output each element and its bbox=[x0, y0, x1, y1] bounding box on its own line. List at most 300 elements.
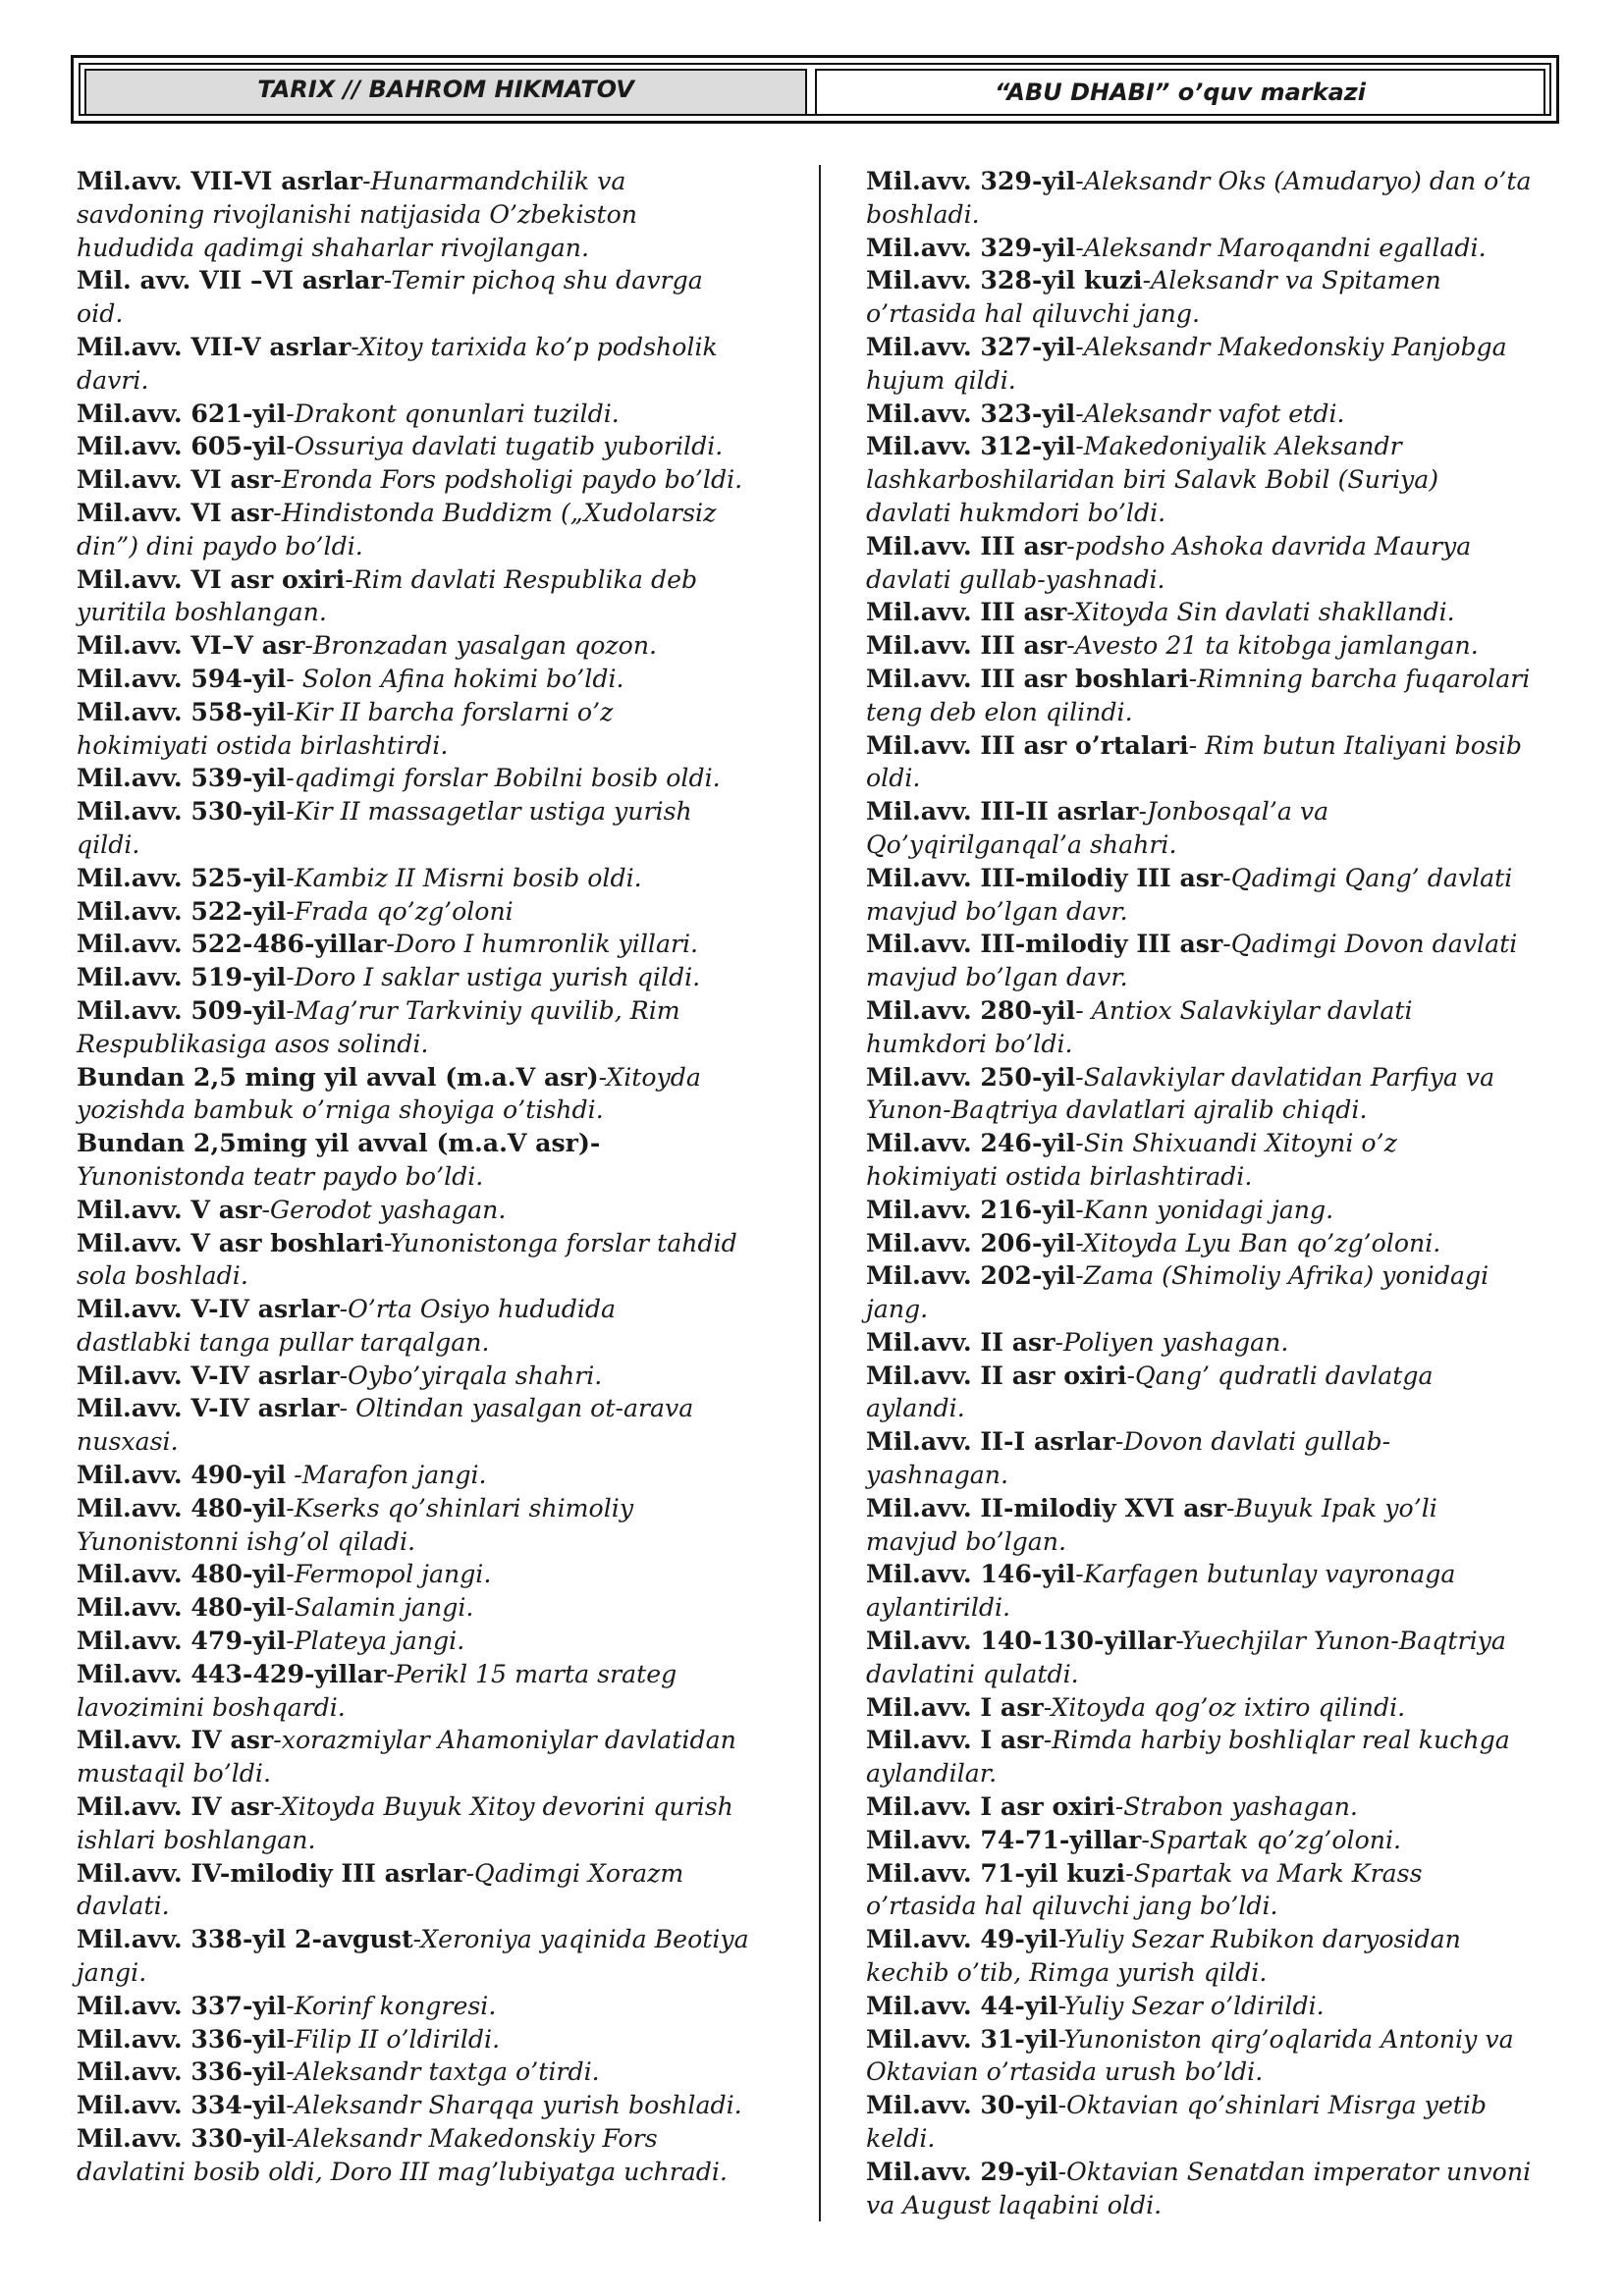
text-line bbox=[77, 331, 803, 364]
text-line bbox=[77, 563, 803, 597]
event-text: -Xitoy tarixida ko’p podsholik bbox=[351, 332, 718, 361]
text-line bbox=[77, 2156, 803, 2189]
text-line bbox=[77, 1227, 803, 1260]
event-text: boshladi. bbox=[866, 199, 980, 229]
date-label: Mil.avv. 329-yil bbox=[866, 166, 1076, 195]
event-text: -Aleksandr taxtga o’tirdi. bbox=[286, 2057, 600, 2087]
event-text: -O’rta Osiyo hududida bbox=[339, 1295, 617, 1324]
text-line bbox=[77, 1127, 803, 1160]
text-line bbox=[77, 398, 803, 431]
event-text: -Rimning barcha fuqarolari bbox=[1188, 664, 1531, 693]
event-text: -Doro I humronlik yillari. bbox=[386, 930, 699, 959]
text-line bbox=[866, 1990, 1573, 2023]
event-text: -Aleksandr Makedonskiy Fors bbox=[286, 2124, 658, 2154]
event-text: o’rtasida hal qiluvchi jang bo’ldi. bbox=[866, 1892, 1278, 1921]
event-text: -Aleksandr Sharqqa yurish boshladi. bbox=[286, 2091, 742, 2120]
event-text: -Oybo’yirqala shahri. bbox=[339, 1361, 603, 1390]
text-line bbox=[866, 1127, 1573, 1160]
text-line bbox=[866, 1923, 1573, 1956]
text-line bbox=[866, 1658, 1573, 1691]
event-text: davlati gullab-yashnadi. bbox=[866, 564, 1165, 594]
text-line bbox=[77, 1990, 803, 2023]
text-line bbox=[866, 895, 1573, 929]
date-label: Mil.avv. 490-yil bbox=[77, 1460, 287, 1490]
date-label: Mil.avv. 329-yil bbox=[866, 232, 1076, 262]
text-line bbox=[866, 1227, 1573, 1260]
date-label: Mil.avv. III asr boshlari bbox=[866, 663, 1189, 693]
date-label: Mil.avv. III-II asrlar bbox=[866, 796, 1139, 827]
date-label: Mil.avv. II-milodiy XVI asr bbox=[866, 1492, 1226, 1522]
date-label: Mil.avv. 509-yil bbox=[77, 994, 287, 1025]
event-text: -Xitoyda Lyu Ban qo’zg’oloni. bbox=[1075, 1228, 1441, 1257]
date-label: Mil.avv. VII-VI asrlar bbox=[77, 166, 363, 195]
date-label: Mil.avv. 539-yil bbox=[77, 763, 287, 793]
event-text: lavozimini boshqardi. bbox=[77, 1692, 346, 1722]
event-text: -Kir II barcha forslarni o’z bbox=[286, 697, 614, 726]
event-text: -Aleksandr Makedonskiy Panjobga bbox=[1075, 332, 1507, 361]
event-text: -Qang’ qudratli davlatga bbox=[1126, 1361, 1434, 1390]
text-line bbox=[866, 663, 1573, 696]
date-label: Mil.avv. 29-yil bbox=[866, 2156, 1058, 2186]
event-text: -Kann yonidagi jang. bbox=[1075, 1195, 1334, 1224]
event-text: -Rimda harbiy boshliqlar real kuchga bbox=[1043, 1726, 1510, 1755]
date-label: Mil.avv. VII-V asrlar bbox=[77, 331, 352, 361]
text-line bbox=[866, 1956, 1573, 1990]
text-line bbox=[77, 1824, 803, 1857]
event-text: -Aleksandr vafot etdi. bbox=[1075, 399, 1345, 428]
text-line bbox=[866, 1425, 1573, 1459]
text-line bbox=[866, 1525, 1573, 1559]
event-text: -Fermopol jangi. bbox=[286, 1560, 492, 1589]
event-text: -Yunonistonga forslar tahdid bbox=[383, 1228, 737, 1257]
text-line bbox=[77, 862, 803, 895]
text-line bbox=[77, 2023, 803, 2056]
text-line bbox=[77, 1724, 803, 1757]
text-line bbox=[866, 629, 1573, 663]
date-label: Mil.avv. 206-yil bbox=[866, 1227, 1076, 1257]
date-label: Mil.avv. 202-yil bbox=[866, 1260, 1076, 1291]
text-line bbox=[77, 1923, 803, 1956]
event-text: Qo’yqirilganqal’a shahri. bbox=[866, 829, 1177, 859]
date-label: Mil.avv. 558-yil bbox=[77, 696, 287, 726]
date-label: Mil.avv. I asr oxiri bbox=[866, 1791, 1115, 1822]
event-text: -Temir pichoq shu davrga bbox=[383, 266, 703, 295]
event-text: -Mag’rur Tarkviniy quvilib, Rim bbox=[286, 995, 680, 1025]
text-line bbox=[866, 1360, 1573, 1393]
event-text: -Bronzadan yasalgan qozon. bbox=[304, 631, 658, 661]
text-line bbox=[77, 1857, 803, 1891]
date-label: Mil.avv. VI–V asr bbox=[77, 630, 305, 661]
text-line bbox=[866, 1890, 1573, 1923]
event-text: -Poliyen yashagan. bbox=[1055, 1327, 1289, 1357]
date-label: Mil.avv. 336-yil bbox=[77, 2023, 287, 2054]
date-label: Mil.avv. 44-yil bbox=[866, 1990, 1058, 2020]
event-text: mavjud bo’lgan davr. bbox=[866, 896, 1128, 926]
date-label: Mil.avv. IV asr bbox=[77, 1791, 274, 1822]
text-line bbox=[77, 1691, 803, 1725]
text-line bbox=[866, 795, 1573, 828]
date-label: Mil.avv. 480-yil bbox=[77, 1559, 287, 1589]
event-text: o’rtasida hal qiluvchi jang. bbox=[866, 299, 1201, 329]
date-label: Mil.avv. 594-yil bbox=[77, 663, 287, 693]
date-label: Mil.avv. 605-yil bbox=[77, 431, 287, 461]
date-label: Mil.avv. III-milodiy III asr bbox=[866, 929, 1223, 959]
text-line bbox=[866, 961, 1573, 994]
event-text: davlati. bbox=[77, 1892, 170, 1921]
event-text: davlatini qulatdi. bbox=[866, 1659, 1079, 1688]
date-label: Mil.avv. 480-yil bbox=[77, 1592, 287, 1623]
event-text: jangi. bbox=[77, 1958, 147, 1988]
date-label: Mil.avv. II asr oxiri bbox=[866, 1360, 1127, 1390]
text-line bbox=[866, 1625, 1573, 1658]
text-line bbox=[77, 629, 803, 663]
date-label: Mil.avv. 323-yil bbox=[866, 398, 1076, 428]
event-text: -Oktavian qo’shinlari Misrga yetib bbox=[1057, 2091, 1488, 2120]
event-text: -Xitoyda qog’oz ixtiro qilindi. bbox=[1043, 1692, 1406, 1722]
event-text: -Zama (Shimoliy Afrika) yonidagi bbox=[1075, 1261, 1489, 1291]
text-line bbox=[866, 1194, 1573, 1227]
date-label: Mil.avv. 328-yil kuzi bbox=[866, 265, 1143, 295]
text-line bbox=[77, 1525, 803, 1559]
date-label: Mil.avv. III asr bbox=[866, 530, 1067, 561]
event-text: -Yunoniston qirg’oqlarida Antoniy va bbox=[1057, 2024, 1514, 2054]
text-line bbox=[77, 928, 803, 961]
event-text: davlati hukmdori bo’ldi. bbox=[866, 498, 1166, 527]
event-text: hujum qildi. bbox=[866, 365, 1016, 395]
text-line bbox=[866, 2023, 1573, 2056]
event-text: Yunonistonni ishg’ol qiladi. bbox=[77, 1526, 416, 1556]
page-header-frame bbox=[79, 63, 1551, 116]
date-label: Mil.avv. 31-yil bbox=[866, 2023, 1058, 2054]
event-text: -Buyuk Ipak yo’li bbox=[1225, 1493, 1437, 1522]
event-text: yuritila boshlangan. bbox=[77, 598, 327, 627]
date-label: Bundan 2,5 ming yil avval (m.a.V asr) bbox=[77, 1061, 599, 1092]
event-text: - Solon Afina hokimi bo’ldi. bbox=[286, 664, 624, 693]
text-line bbox=[77, 1757, 803, 1790]
date-label: Mil.avv. 146-yil bbox=[866, 1559, 1076, 1589]
event-text: -Rim davlati Respublika deb bbox=[345, 564, 698, 594]
date-label: Mil.avv. 530-yil bbox=[77, 796, 287, 827]
event-text: aylantirildi. bbox=[866, 1593, 1011, 1623]
text-line bbox=[866, 928, 1573, 961]
event-text: hokimiyati ostida birlashtirdi. bbox=[77, 730, 449, 760]
header-subject-author: TARIX // BAHROM HIKMATOV bbox=[84, 69, 807, 116]
event-text: -Frada qo’zg’oloni bbox=[286, 896, 514, 926]
date-label: Mil.avv. III asr bbox=[866, 630, 1067, 661]
text-line bbox=[866, 1857, 1573, 1891]
event-text: -Kir II massagetlar ustiga yurish bbox=[286, 797, 692, 827]
text-line bbox=[866, 1459, 1573, 1492]
date-label: Mil.avv. 74-71-yillar bbox=[866, 1824, 1142, 1854]
text-line bbox=[866, 198, 1573, 232]
event-text: Oktavian o’rtasida urush bo’ldi. bbox=[866, 2057, 1264, 2087]
date-label: Mil.avv. IV asr bbox=[77, 1725, 274, 1755]
text-line bbox=[77, 1094, 803, 1127]
text-line bbox=[866, 1591, 1573, 1625]
event-text: keldi. bbox=[866, 2124, 936, 2154]
text-line bbox=[866, 1558, 1573, 1591]
text-line bbox=[866, 596, 1573, 629]
text-line bbox=[77, 1591, 803, 1625]
event-text: -Aleksandr Maroqandni egalladi. bbox=[1075, 233, 1487, 262]
text-line bbox=[77, 1790, 803, 1824]
date-label: Mil.avv. III asr bbox=[866, 597, 1067, 627]
text-line bbox=[77, 696, 803, 729]
event-text: -Gerodot yashagan. bbox=[261, 1195, 507, 1224]
date-label: Mil.avv. VI asr bbox=[77, 497, 274, 527]
event-text: -Salavkiylar davlatidan Parfiya va bbox=[1075, 1062, 1495, 1092]
text-line bbox=[866, 696, 1573, 729]
text-line bbox=[77, 364, 803, 398]
date-label: Mil.avv. VI asr oxiri bbox=[77, 563, 346, 594]
date-label: Mil.avv. 479-yil bbox=[77, 1626, 287, 1656]
event-text: -Xitoyda Buyuk Xitoy devorini qurish bbox=[273, 1792, 733, 1822]
event-text: -Plateya jangi. bbox=[286, 1627, 465, 1656]
event-text: -Doro I saklar ustiga yurish qildi. bbox=[286, 963, 701, 992]
text-line bbox=[77, 2089, 803, 2122]
text-line bbox=[866, 563, 1573, 597]
event-text: -Qadimgi Xorazm bbox=[465, 1858, 684, 1888]
event-text: va August laqabini oldi. bbox=[866, 2190, 1163, 2219]
event-text: -Kserks qo’shinlari shimoliy bbox=[286, 1493, 634, 1522]
text-line bbox=[77, 530, 803, 563]
text-line bbox=[866, 2056, 1573, 2089]
date-label: Mil.avv. III asr o’rtalari bbox=[866, 729, 1189, 760]
date-label: Mil.avv. 334-yil bbox=[77, 2090, 287, 2120]
date-label: Mil.avv. VI asr bbox=[77, 464, 274, 495]
text-line bbox=[77, 895, 803, 929]
date-label: Mil.avv. 49-yil bbox=[866, 1924, 1058, 1954]
text-line bbox=[866, 297, 1573, 331]
text-line bbox=[77, 1326, 803, 1360]
event-text: -Strabon yashagan. bbox=[1114, 1792, 1358, 1822]
event-text: mustaqil bo’ldi. bbox=[77, 1759, 271, 1789]
event-text: nusxasi. bbox=[77, 1427, 179, 1457]
text-line bbox=[866, 1028, 1573, 1061]
text-line bbox=[866, 1293, 1573, 1326]
date-label: Mil.avv. 522-486-yillar bbox=[77, 929, 387, 959]
text-line bbox=[77, 1293, 803, 1326]
event-text: -Spartak qo’zg’oloni. bbox=[1141, 1825, 1402, 1854]
text-line bbox=[77, 165, 803, 198]
event-text: -Xitoyda Sin davlati shakllandi. bbox=[1066, 598, 1455, 627]
text-line bbox=[77, 1061, 803, 1095]
date-label: Mil.avv. 338-yil 2-avgust bbox=[77, 1924, 413, 1954]
event-text: yozishda bambuk o’rniga shoyiga o’tishdi. bbox=[77, 1095, 604, 1125]
text-line bbox=[77, 297, 803, 331]
event-text: Yunonistonda teatr paydo bo’ldi. bbox=[77, 1161, 484, 1191]
event-text: -Sin Shixuandi Xitoyni o’z bbox=[1075, 1129, 1397, 1158]
event-text: -podsho Ashoka davrida Maurya bbox=[1066, 531, 1472, 561]
event-text: -Kambiz II Misrni bosib oldi. bbox=[286, 863, 642, 892]
event-text: -Perikl 15 marta srateg bbox=[386, 1659, 677, 1688]
text-line bbox=[866, 762, 1573, 795]
event-text: -Spartak va Mark Krass bbox=[1125, 1858, 1423, 1888]
event-text: aylandilar. bbox=[866, 1759, 998, 1789]
text-line bbox=[866, 165, 1573, 198]
event-text: qildi. bbox=[77, 829, 140, 859]
text-line bbox=[77, 795, 803, 828]
text-line bbox=[866, 862, 1573, 895]
event-text: Yunon-Baqtriya davlatlari ajralib chiqdi. bbox=[866, 1095, 1368, 1125]
text-line bbox=[866, 1061, 1573, 1095]
event-text: -Yuechjilar Yunon-Baqtriya bbox=[1175, 1627, 1506, 1656]
text-line bbox=[866, 2156, 1573, 2189]
text-line bbox=[866, 264, 1573, 297]
event-text: humkdori bo’ldi. bbox=[866, 1029, 1073, 1058]
text-line bbox=[866, 1326, 1573, 1360]
text-line bbox=[866, 398, 1573, 431]
event-text: -Yuliy Sezar o’ldirildi. bbox=[1057, 1991, 1325, 2020]
date-label: Mil.avv. 312-yil bbox=[866, 431, 1076, 461]
event-text: davri. bbox=[77, 365, 149, 395]
event-text: -Hunarmandchilik va bbox=[362, 167, 626, 195]
text-line bbox=[866, 2089, 1573, 2122]
date-label: Mil.avv. II-I asrlar bbox=[866, 1426, 1115, 1457]
header-center-name: “ABU DHABI” o’quv markazi bbox=[815, 69, 1545, 116]
event-text: din”) dini paydo bo’ldi. bbox=[77, 531, 363, 561]
date-label: Mil.avv. 71-yil kuzi bbox=[866, 1857, 1126, 1888]
text-line bbox=[77, 2122, 803, 2156]
event-text: -Filip II o’ldirildi. bbox=[286, 2024, 501, 2054]
event-text: yashnagan. bbox=[866, 1461, 1009, 1490]
event-text: -Aleksandr va Spitamen bbox=[1142, 266, 1441, 295]
text-line bbox=[866, 1757, 1573, 1790]
text-line bbox=[866, 1790, 1573, 1824]
event-text: -Drakont qonunlari tuzildi. bbox=[286, 399, 620, 428]
event-text: dastlabki tanga pullar tarqalgan. bbox=[77, 1327, 490, 1357]
text-line bbox=[866, 497, 1573, 530]
event-text: -Marafon jangi. bbox=[286, 1461, 487, 1490]
text-line bbox=[77, 2056, 803, 2089]
text-line bbox=[77, 463, 803, 497]
text-line bbox=[77, 1658, 803, 1691]
date-label: Mil.avv. 246-yil bbox=[866, 1128, 1076, 1158]
text-line bbox=[866, 1724, 1573, 1757]
text-line bbox=[866, 331, 1573, 364]
text-line bbox=[77, 1492, 803, 1525]
date-label: Mil.avv. 337-yil bbox=[77, 1990, 287, 2020]
text-line bbox=[77, 430, 803, 463]
text-line bbox=[77, 1392, 803, 1425]
date-label: Mil.avv. II asr bbox=[866, 1326, 1056, 1357]
text-line bbox=[77, 1625, 803, 1658]
text-line bbox=[77, 1160, 803, 1194]
text-line bbox=[866, 1259, 1573, 1293]
date-label: Mil.avv. V asr boshlari bbox=[77, 1227, 384, 1257]
date-label: Mil.avv. I asr bbox=[866, 1691, 1044, 1722]
event-text: -Salamin jangi. bbox=[286, 1593, 474, 1623]
text-line bbox=[866, 1094, 1573, 1127]
text-line bbox=[77, 1028, 803, 1061]
event-text: oldi. bbox=[866, 764, 921, 793]
column-divider bbox=[819, 165, 821, 2221]
text-line bbox=[77, 663, 803, 696]
text-line bbox=[77, 961, 803, 994]
event-text: -Karfagen butunlay vayronaga bbox=[1075, 1560, 1456, 1589]
text-line bbox=[866, 232, 1573, 265]
event-text: jang. bbox=[866, 1295, 929, 1324]
text-line bbox=[77, 1890, 803, 1923]
text-line bbox=[77, 729, 803, 763]
date-label: Mil.avv. 443-429-yillar bbox=[77, 1658, 387, 1688]
event-text: - Antiox Salavkiylar davlati bbox=[1075, 995, 1413, 1025]
event-text: -Jonbosqal’a va bbox=[1138, 797, 1329, 827]
event-text: -Dovon davlati gullab- bbox=[1114, 1427, 1391, 1457]
text-line bbox=[866, 430, 1573, 463]
event-text: -Oktavian Senatdan imperator unvoni bbox=[1057, 2157, 1532, 2186]
date-label: Mil.avv. 250-yil bbox=[866, 1061, 1076, 1092]
text-line bbox=[866, 1392, 1573, 1425]
event-text: -Yuliy Sezar Rubikon daryosidan bbox=[1057, 1925, 1461, 1954]
event-text: -Avesto 21 ta kitobga jamlangan. bbox=[1066, 631, 1479, 661]
date-label: Mil.avv. 140-130-yillar bbox=[866, 1626, 1176, 1656]
date-label: Mil.avv. 280-yil bbox=[866, 994, 1076, 1025]
date-label: Mil.avv. 480-yil bbox=[77, 1492, 287, 1522]
date-label: Mil.avv. V-IV asrlar bbox=[77, 1393, 340, 1423]
event-text: sola boshladi. bbox=[77, 1261, 248, 1291]
page-header bbox=[71, 55, 1559, 124]
text-line bbox=[77, 762, 803, 795]
date-label: Mil.avv. III-milodiy III asr bbox=[866, 862, 1223, 892]
date-label: Mil.avv. V-IV asrlar bbox=[77, 1294, 340, 1324]
text-line bbox=[77, 1259, 803, 1293]
text-line bbox=[77, 1459, 803, 1492]
text-line bbox=[866, 2189, 1573, 2222]
event-text: davlatini bosib oldi, Doro III mag’lubiyatga uchradi. bbox=[77, 2157, 728, 2186]
event-text: -Makedoniyalik Aleksandr bbox=[1075, 432, 1402, 461]
date-label: Mil. avv. VII –VI asrlar bbox=[77, 265, 384, 295]
date-label: Mil.avv. 216-yil bbox=[866, 1194, 1076, 1224]
text-line bbox=[866, 994, 1573, 1028]
text-line bbox=[77, 264, 803, 297]
event-text: lashkarboshilaridan biri Salavk Bobil (Suriya) bbox=[866, 465, 1439, 495]
text-line bbox=[77, 1558, 803, 1591]
event-text: Respublikasiga asos solindi. bbox=[77, 1029, 429, 1058]
text-line bbox=[866, 1824, 1573, 1857]
text-line bbox=[866, 1492, 1573, 1525]
event-text: - Oltindan yasalgan ot-arava bbox=[339, 1394, 694, 1423]
text-line bbox=[77, 828, 803, 862]
event-text: -Xeroniya yaqinida Beotiya bbox=[412, 1925, 749, 1954]
text-line bbox=[77, 596, 803, 629]
event-text: mavjud bo’lgan. bbox=[866, 1526, 1067, 1556]
date-label: Bundan 2,5ming yil avval (m.a.V asr)- bbox=[77, 1128, 601, 1158]
date-label: Mil.avv. 30-yil bbox=[866, 2090, 1058, 2120]
date-label: Mil.avv. 327-yil bbox=[866, 331, 1076, 361]
date-label: Mil.avv. 519-yil bbox=[77, 962, 287, 992]
text-line bbox=[866, 828, 1573, 862]
event-text: ishlari boshlangan. bbox=[77, 1825, 316, 1854]
text-line bbox=[77, 994, 803, 1028]
text-line bbox=[866, 364, 1573, 398]
text-line bbox=[77, 198, 803, 232]
date-label: Mil.avv. 621-yil bbox=[77, 398, 287, 428]
date-label: Mil.avv. I asr bbox=[866, 1725, 1044, 1755]
event-text: mavjud bo’lgan davr. bbox=[866, 963, 1128, 992]
event-text: -Aleksandr Oks (Amudaryo) dan o’ta bbox=[1075, 167, 1532, 195]
date-label: Mil.avv. V asr bbox=[77, 1194, 262, 1224]
date-label: Mil.avv. IV-milodiy III asrlar bbox=[77, 1857, 466, 1888]
text-line bbox=[866, 1691, 1573, 1725]
text-line bbox=[866, 729, 1573, 763]
left-column bbox=[77, 165, 803, 2189]
event-text: - Rim butun Italiyani bosib bbox=[1188, 730, 1523, 760]
text-line bbox=[77, 1425, 803, 1459]
event-text: -Qadimgi Qang’ davlati bbox=[1222, 863, 1513, 892]
event-text: aylandi. bbox=[866, 1394, 965, 1423]
text-line bbox=[77, 1194, 803, 1227]
